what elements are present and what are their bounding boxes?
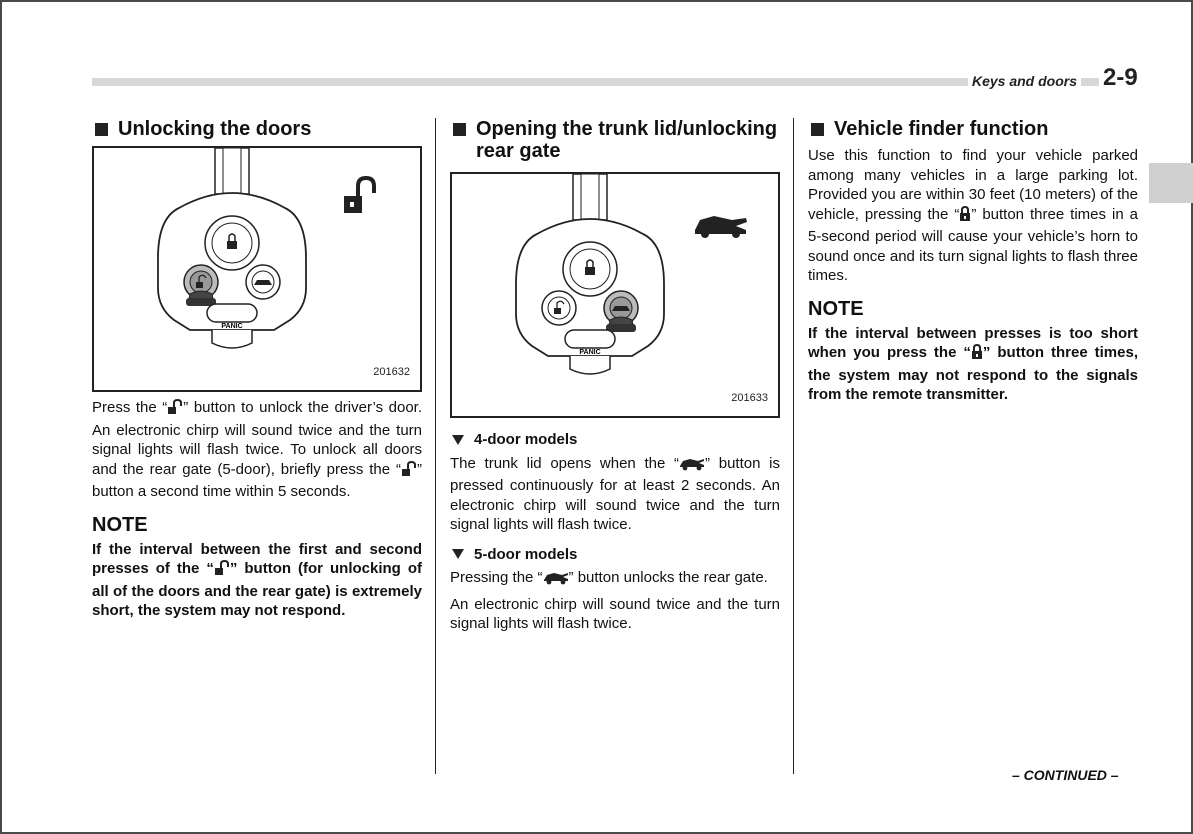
trunk-open-icon [695,216,747,238]
continued-label: – CONTINUED – [1012,767,1119,783]
key-fob-trunk-illustration [452,174,778,416]
column-unlocking [92,118,422,621]
remote-figure-trunk [450,172,780,418]
column-vehicle-finder [808,118,1138,405]
note-body: If the interval between the first and second presses of the “ ” button (for unlocking of all of the doors and the rear gate) is extremely short, the system may not respond. [92,540,422,619]
unlock-icon [344,178,374,213]
square-bullet-icon [95,123,108,136]
trunk-open-icon [543,571,569,591]
5-door-paragraph-2: An electronic chirp will sound twice and the turn signal lights will flash twice. [450,595,780,632]
remote-figure-unlock [92,146,422,392]
square-bullet-icon [453,123,466,136]
5-door-paragraph: Pressing the “ ” button unlocks the rear gate. [450,568,780,591]
trunk-open-icon [679,457,705,477]
lock-icon [959,206,971,228]
figure-code: 201633 [731,391,768,404]
panic-label: PANIC [579,349,601,356]
section-heading: Vehicle finder function [808,118,1138,140]
panic-label: PANIC [221,323,243,330]
section-heading: Opening the trunk lid/unlocking rear gate [450,118,780,162]
vehicle-finder-paragraph: Use this function to find your vehicle parked among many vehicles in a large parking lot. Provided you are within 30 feet (10 meters) of the vehicle, pressing the “ ” button three times in a 5-second period will cause your vehicle’s horn to sound once and its turn signal lights to flash three times. [808,147,1138,284]
note-title: NOTE [92,513,148,536]
unlock-icon [214,560,230,582]
unlock-icon [401,461,417,483]
column-trunk [450,118,780,634]
page-number: 2-9 [1099,64,1138,92]
note-title: NOTE [808,297,864,320]
note-body: If the interval between presses is too short when you press the “ ” button three times, the system may not respond to the signals from the remote transmitter. [808,324,1138,403]
triangle-bullet-icon [452,549,464,559]
lock-icon [971,344,983,366]
column-divider [793,118,794,774]
section-heading: Unlocking the doors [92,118,422,140]
triangle-bullet-icon [452,435,464,445]
key-fob-unlock-illustration [94,148,420,390]
4-door-paragraph: The trunk lid opens when the “ ” button is pressed continuously for at least 2 seconds. An electronic chirp will sound twice and the turn signal lights will flash twice. [450,454,780,533]
section-title: Keys and doors [968,73,1081,89]
subhead-4-door: 4-door models [450,430,780,450]
unlock-paragraph: Press the “ ” button to unlock the driver’s door. An electronic chirp will sound twice and the turn signal lights will flash twice. To unlock all doors and the rear gate (5-door), briefly press the “ ” button a second time within 5 seconds. [92,399,422,500]
unlock-icon [167,399,183,421]
chapter-tab [1149,163,1193,203]
figure-code: 201632 [373,365,410,378]
column-divider [435,118,436,774]
square-bullet-icon [811,123,824,136]
subhead-5-door: 5-door models [450,545,780,565]
